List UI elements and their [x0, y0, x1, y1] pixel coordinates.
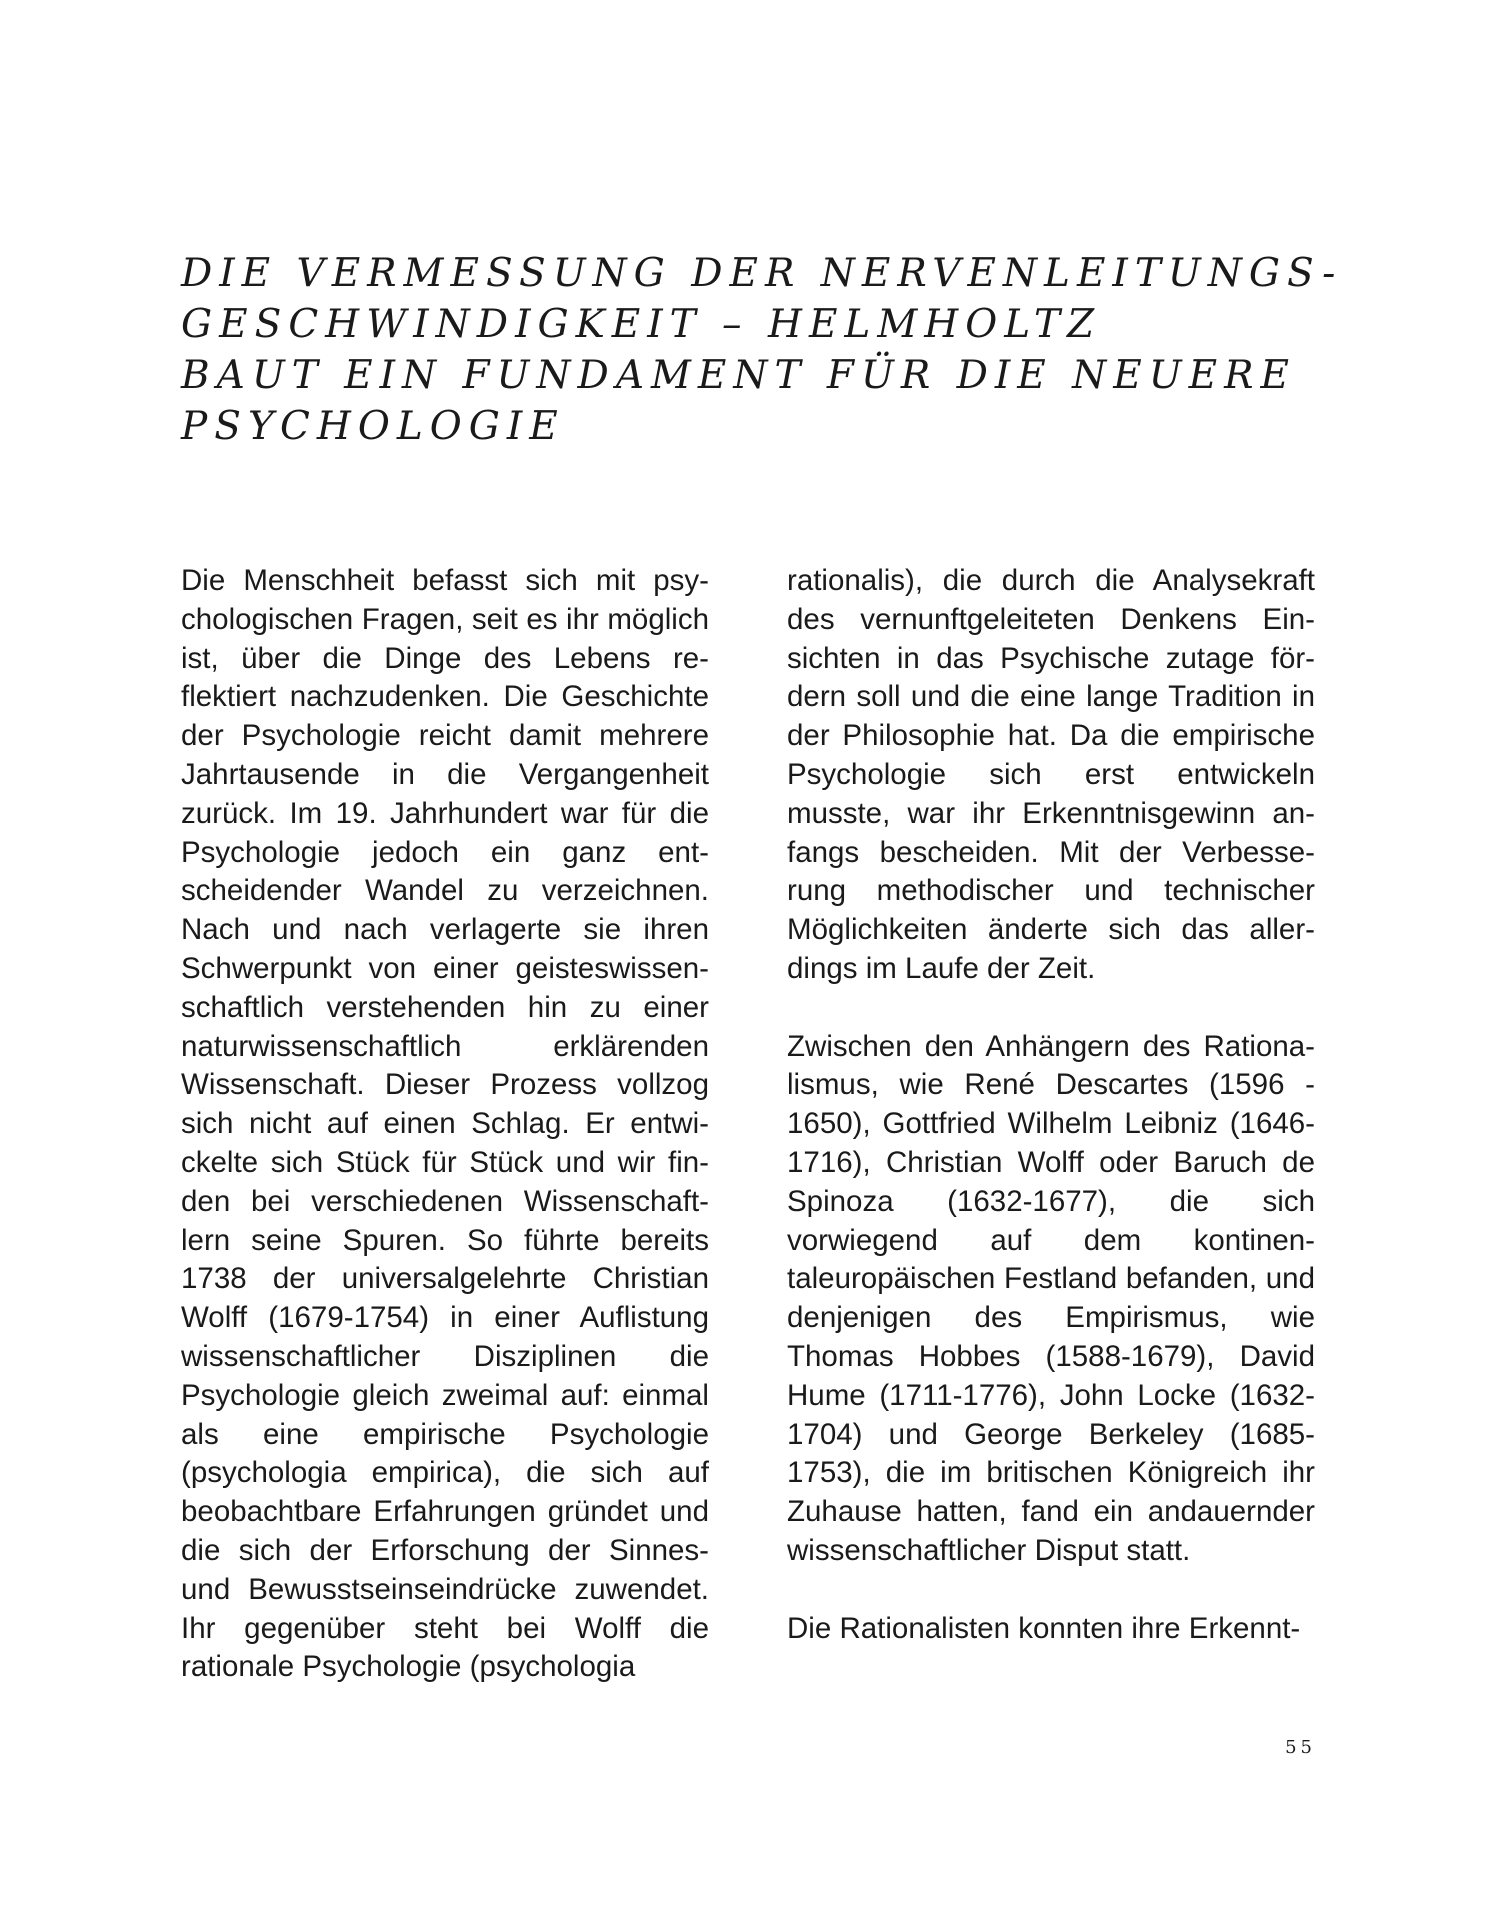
chapter-title-line: PSYCHOLOGIE	[181, 404, 565, 449]
page-number: 55	[1285, 1737, 1316, 1758]
body-paragraph: rationalis), die durch die Analysekraft des vernunftgeleiteten Denkens Einsichten in das Psychische zutage fördern soll und die eine lange Tradition in der Philosophie hat. Da die empirische Psychologie sich erst entwickeln musste, war ihr Erkenntnisgewinn anfangs bescheiden. Mit der Verbesserung methodischer und technischer Möglichkeiten änderte sich das allerdings im Laufe der Zeit.	[787, 564, 1315, 985]
chapter-title-line: GESCHWINDIGKEIT – HELMHOLTZ	[181, 302, 1102, 347]
body-paragraph: Die Rationalisten konnten ihre Erkennt-	[787, 1611, 1301, 1645]
body-paragraph: Die Menschheit befasst sich mit psychologischen Fragen, seit es ihr möglich ist, über die Dinge des Lebens reflektiert nachzudenken. Die Geschichte der Psychologie reicht damit mehrere Jahrtausende in die Vergangenheit zurück. Im 19. Jahrhundert war für die Psychologie jedoch ein ganz entscheidender Wandel zu verzeichnen. Nach und nach verlagerte sie ihren Schwerpunkt von einer geisteswissenschaftlich verstehenden hin zu einer naturwissenschaftlich erklärenden Wissenschaft. Dieser Prozess vollzog sich nicht auf einen Schlag. Er entwickelte sich Stück für Stück und wir finden bei verschiedenen Wissenschaftlern seine Spuren. So führte bereits 1738 der universalgelehrte Christian Wolff (1679-1754) in einer Auflistung wissenschaftlicher Disziplinen die Psychologie gleich zweimal auf: einmal als eine empirische Psychologie (psychologia empirica), die sich auf beobachtbare Erfahrungen gründet und die sich der Erforschung der Sinnes- und Bewusstseinseindrücke zuwendet. Ihr gegenüber steht bei Wolff die rationale Psychologie (psychologia	[181, 564, 709, 1684]
text-column-right	[787, 562, 1315, 1648]
chapter-title	[181, 248, 1343, 452]
chapter-title-line: BAUT EIN FUNDAMENT FÜR DIE NEUERE	[181, 353, 1296, 398]
body-paragraph: Zwischen den Anhängern des Rationalismus, wie René Descartes (1596 - 1650), Gottfried Wilhelm Leibniz (1646-1716), Christian Wolff oder Baruch de Spinoza (1632-1677), die sich vorwiegend auf dem kontinentaleuropäischen Festland befanden, und denjenigen des Empirismus, wie Thomas Hobbes (1588-1679), David Hume (1711-1776), John Locke (1632-1704) und George Berkeley (1685-1753), die im britischen Königreich ihr Zuhause hatten, fand ein andauernder wissenschaftlicher Disput statt.	[787, 1029, 1315, 1567]
text-column-left	[181, 562, 709, 1687]
chapter-title-line: DIE VERMESSUNG DER NERVENLEITUNGS-	[181, 251, 1343, 296]
